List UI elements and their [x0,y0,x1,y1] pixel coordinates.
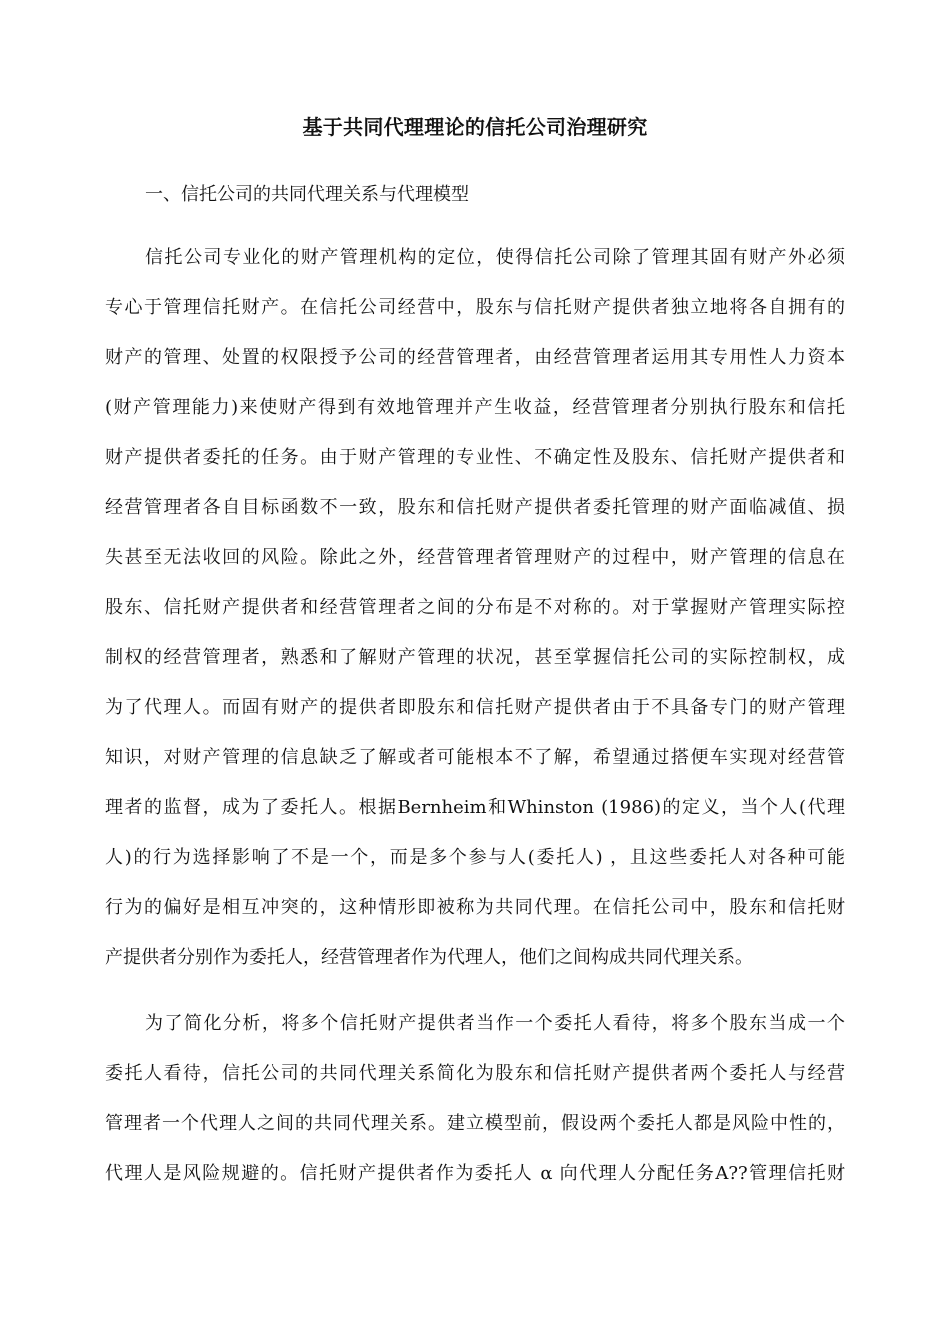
paragraph-line: 产提供者分别作为委托人，经营管理者作为代理人，他们之间构成共同代理关系。 [105,947,753,968]
paragraph-line: 委托人看待，信托公司的共同代理关系简化为股东和信托财产提供者两个委托人与经营 [105,1063,845,1084]
paragraph-line: 人)的行为选择影响了不是一个，而是多个参与人(委托人) ，且这些委托人对各种可能 [105,847,845,868]
paragraph-line: 行为的偏好是相互冲突的，这种情形即被称为共同代理。在信托公司中，股东和信托财 [105,897,845,918]
paragraph-line: 管理者一个代理人之间的共同代理关系。建立模型前，假设两个委托人都是风险中性的， [105,1113,845,1134]
document-title: 基于共同代理理论的信托公司治理研究 [302,115,648,139]
paragraph-line: 代理人是风险规避的。信托财产提供者作为委托人 α 向代理人分配任务A??管理信托财 [105,1163,845,1184]
paragraph-line: 经营管理者各自目标函数不一致，股东和信托财产提供者委托管理的财产面临减值、损 [105,497,845,518]
section-heading: 一、信托公司的共同代理关系与代理模型 [145,184,469,205]
paragraph-line: (财产管理能力)来使财产得到有效地管理并产生收益，经营管理者分别执行股东和信托 [105,397,845,418]
paragraph-line: 为了代理人。而固有财产的提供者即股东和信托财产提供者由于不具备专门的财产管理 [105,697,845,718]
paragraph-line: 知识，对财产管理的信息缺乏了解或者可能根本不了解，希望通过搭便车实现对经营管 [105,747,845,768]
paragraph-line: 财产的管理、处置的权限授予公司的经营管理者，由经营管理者运用其专用性人力资本 [105,347,845,368]
paragraph-line: 财产提供者委托的任务。由于财产管理的专业性、不确定性及股东、信托财产提供者和 [105,447,845,468]
paragraph-line: 信托公司专业化的财产管理机构的定位，使得信托公司除了管理其固有财产外必须 [145,247,845,268]
paragraph-line: 专心于管理信托财产。在信托公司经营中，股东与信托财产提供者独立地将各自拥有的 [105,297,845,318]
paragraph-line: 理者的监督，成为了委托人。根据Bernheim和Whinston (1986)的定义，当个人(代理 [105,797,845,818]
paragraph-1 [105,245,845,995]
paragraph-line: 失甚至无法收回的风险。除此之外，经营管理者管理财产的过程中，财产管理的信息在 [105,547,845,568]
paragraph-line: 为了简化分析，将多个信托财产提供者当作一个委托人看待，将多个股东当成一个 [145,1013,845,1034]
paragraph-line: 股东、信托财产提供者和经营管理者之间的分布是不对称的。对于掌握财产管理实际控 [105,597,845,618]
paragraph-2 [105,1011,845,1211]
paragraph-line: 制权的经营管理者，熟悉和了解财产管理的状况，甚至掌握信托公司的实际控制权，成 [105,647,845,668]
